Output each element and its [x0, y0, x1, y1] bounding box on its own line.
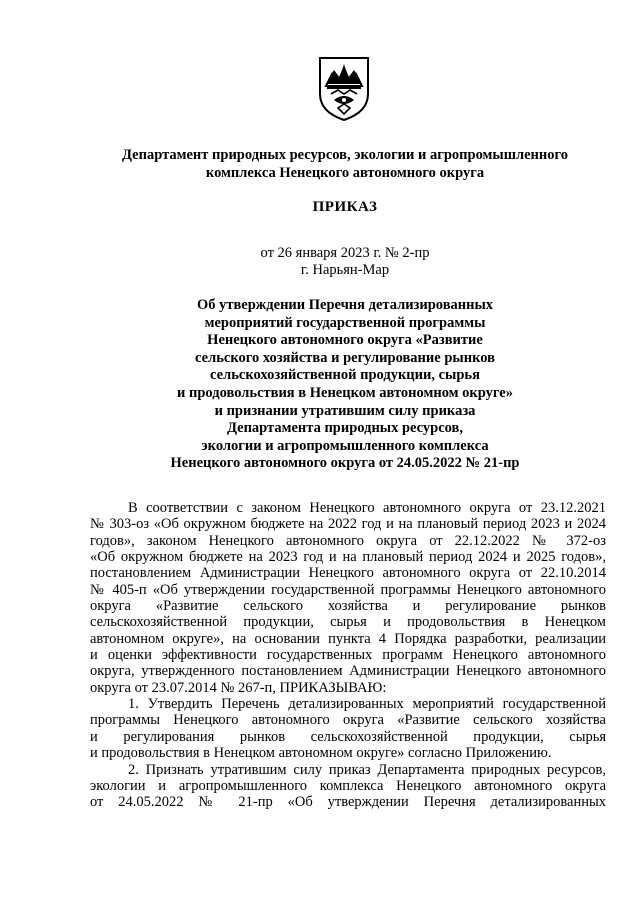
- item-1-line: и регулирования рынков сельскохозяйственной продукции, сырья: [90, 728, 606, 745]
- item-2-line: 2. Признать утратившим силу приказ Департамента природных ресурсов,: [128, 761, 606, 778]
- item-1-line: и продовольствия в Ненецком автономном округе» согласно Приложению.: [90, 745, 552, 762]
- subject-line: Департамента природных ресурсов,: [226, 420, 464, 437]
- body-line: сельскохозяйственной продукции, сырья и продовольствия в Ненецком: [90, 614, 606, 631]
- subject-line: экологии и агропромышленного комплекса: [201, 437, 489, 454]
- order-subject: [100, 297, 590, 473]
- body-line: округа «Развитие сельского хозяйства и регулирование рынков: [90, 598, 606, 615]
- order-date-number: от 26 января 2023 г. № 2-пр: [260, 245, 430, 261]
- subject-line: сельского хозяйства и регулирование рынков: [195, 349, 495, 366]
- order-date-block: [100, 245, 590, 279]
- subject-line: и продовольствия в Ненецком автономном округе»: [177, 384, 513, 401]
- subject-line: и признании утратившим силу приказа: [214, 402, 476, 419]
- order-city: г. Нарьян-Мар: [300, 262, 390, 278]
- body-line: постановлением Администрации Ненецкого автономного округа от 22.10.2014: [90, 565, 606, 582]
- body-line: годов», законом Ненецкого автономного округа от 22.12.2022 № 372-оз: [90, 532, 606, 549]
- body-line: В соответствии с законом Ненецкого автономного округа от 23.12.2021: [128, 500, 606, 516]
- subject-line: мероприятий государственной программы: [204, 314, 486, 331]
- subject-line: Ненецкого автономного округа «Развитие: [207, 332, 483, 349]
- subject-line: сельскохозяйственной продукции, сырья: [210, 367, 480, 384]
- coat-of-arms-emblem-icon: [318, 56, 370, 122]
- order-body: [90, 500, 606, 811]
- body-line: автономном округе», на основании пункта 4 Порядка разработки, реализации: [90, 630, 606, 647]
- order-title: ПРИКАЗ: [312, 199, 378, 215]
- item-1-line: программы Ненецкого автономного округа «Развитие сельского хозяйства: [90, 712, 606, 729]
- body-line: округа, утвержденного постановлением Администрации Ненецкого автономного: [90, 663, 606, 680]
- department-name-line: Департамент природных ресурсов, экологии и агропромышленного: [122, 147, 568, 163]
- body-line: и оценки эффективности государственных программ Ненецкого автономного: [90, 647, 606, 664]
- item-2-line: экологии и агропромышленного комплекса Ненецкого автономного округа: [90, 777, 606, 794]
- body-line: № 405-п «Об утверждении государственной программы Ненецкого автономного: [90, 581, 606, 598]
- item-2-line: от 24.05.2022 № 21-пр «Об утверждении Перечня детализированных: [90, 794, 606, 811]
- department-name-line: комплекса Ненецкого автономного округа: [205, 165, 485, 181]
- item-1-line: 1. Утвердить Перечень детализированных мероприятий государственной: [128, 696, 606, 713]
- subject-line: Об утверждении Перечня детализированных: [196, 297, 494, 313]
- subject-line: Ненецкого автономного округа от 24.05.2022 № 21-пр: [170, 455, 520, 472]
- department-name: [100, 146, 590, 182]
- body-line: округа от 23.07.2014 № 267-п, ПРИКАЗЫВАЮ:: [90, 679, 387, 696]
- body-line: № 303-оз «Об окружном бюджете на 2022 год и на плановый период 2023 и 2024: [90, 516, 606, 533]
- body-line: «Об окружном бюджете на 2023 год и на плановый период 2024 и 2025 годов»,: [90, 549, 606, 566]
